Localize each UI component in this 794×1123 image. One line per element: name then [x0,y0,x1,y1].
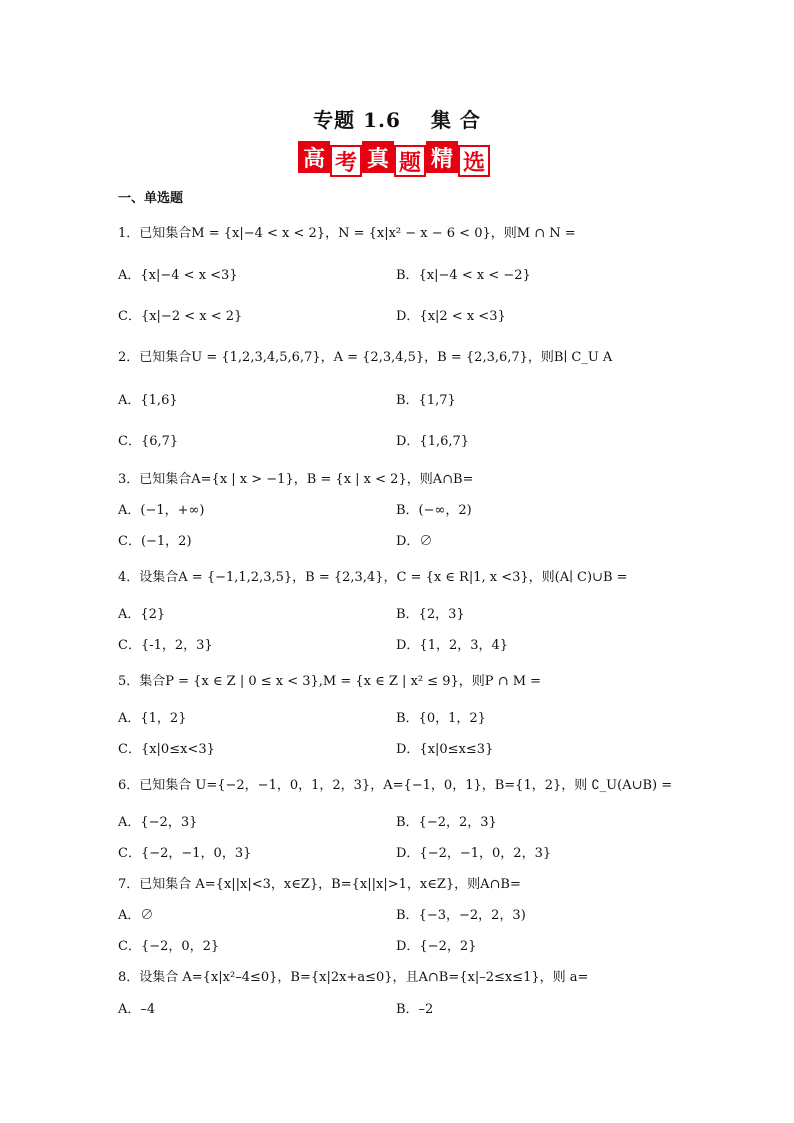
option-c: C．{x|−2 < x < 2} [118,309,243,324]
question-stem: 8．设集合 A={x|x²–4≤0}，B={x|2x+a≤0}，且A∩B={x|–2≤x≤1}，则 a= [118,970,589,985]
option-c: C．{−2，−1，0，3} [118,846,252,861]
option-a: A．(−1，+∞) [118,503,205,518]
option-b: B．{−3，−2，2，3) [396,908,526,923]
option-b: B．–2 [396,1002,434,1017]
option-a: A．∅ [118,908,154,923]
option-b: B．(−∞，2) [396,503,472,518]
question-stem: 5．集合P = {x ∈ Z | 0 ≤ x < 3},M = {x ∈ Z | x² ≤ 9}，则P ∩ M = [118,674,542,689]
title-part-2: 集 合 [430,108,481,132]
option-d: D．{−2，−1，0，2，3} [396,846,552,861]
option-a: A．{2} [118,607,166,622]
banner-char: 考 [330,145,362,177]
banner [298,141,490,177]
option-d: D．{−2，2} [396,939,477,954]
option-d: D．{x|2 < x <3} [396,309,506,324]
question-stem: 3．已知集合A={x | x > −1}，B = {x | x < 2}，则A∩B= [118,472,474,487]
banner-char: 高 [298,141,330,173]
section-heading: 一、单选题 [118,191,184,206]
option-b: B．{2，3} [396,607,465,622]
banner-char: 题 [394,145,426,177]
option-d: D．{1,6,7} [396,434,470,449]
option-d: D．∅ [396,534,433,549]
question-stem: 4．设集合A = {−1,1,2,3,5}，B = {2,3,4}，C = {x ∈ R|1, x <3}，则(A∣ C)∪B = [118,570,628,585]
banner-char: 选 [458,145,490,177]
option-c: C．{−2，0，2} [118,939,220,954]
banner-char: 真 [362,141,394,173]
option-a: A．{1，2} [118,711,187,726]
option-a: A．{1,6} [118,393,178,408]
option-b: B．{x|−4 < x < −2} [396,268,531,283]
option-a: A．{x|−4 < x <3} [118,268,238,283]
banner-char: 精 [426,141,458,173]
page-title [0,104,794,133]
option-b: B．{1,7} [396,393,456,408]
question-stem: 7．已知集合 A={x||x|<3，x∈Z}，B={x||x|>1，x∈Z}，则A∩B= [118,877,521,892]
question-stem: 6．已知集合 U={−2，−1，0，1，2，3}，A={−1，0，1}，B={1，2}，则 ∁_U(A∪B) = [118,778,673,793]
option-a: A．{−2，3} [118,815,198,830]
option-b: B．{−2，2，3} [396,815,497,830]
option-d: D．{x|0≤x≤3} [396,742,494,757]
option-c: C．{6,7} [118,434,179,449]
option-c: C．(−1，2) [118,534,192,549]
option-d: D．{1，2，3，4} [396,638,509,653]
title-part-1: 专题 1.6 [313,108,401,132]
option-c: C．{x|0≤x<3} [118,742,215,757]
question-stem: 2．已知集合U = {1,2,3,4,5,6,7}，A = {2,3,4,5}，B = {2,3,6,7}，则B∣ C_U A [118,350,613,365]
question-stem: 1．已知集合M = {x|−4 < x < 2}，N = {x|x² − x − 6 < 0}，则M ∩ N = [118,226,576,241]
option-c: C．{-1，2，3} [118,638,213,653]
option-b: B．{0，1，2} [396,711,486,726]
option-a: A．–4 [118,1002,156,1017]
